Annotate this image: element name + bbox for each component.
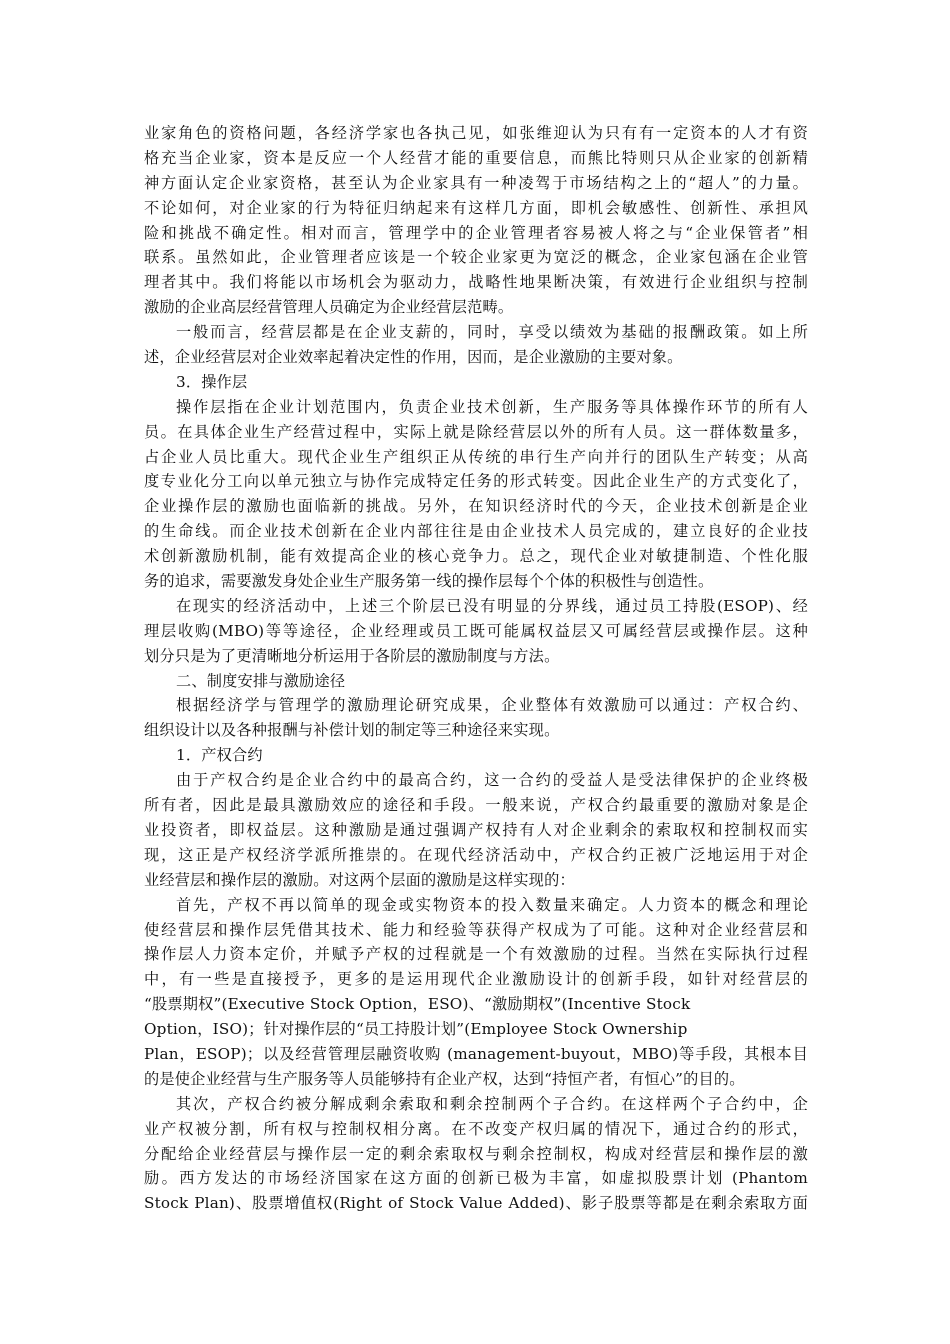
text-line: 励。西方发达的市场经济国家在这方面的创新已极为丰富，如虚拟股票计划 (Phantom xyxy=(144,1169,808,1188)
text-line: 员。在具体企业生产经营过程中，实际上就是除经营层以外的所有人员。这一群体数量多， xyxy=(144,422,808,441)
paragraph-second-residual-rights xyxy=(144,1092,808,1216)
text-line: 的生命线。而企业技术创新在企业内部往往是由企业技术人员完成的，建立良好的企业技 xyxy=(144,522,808,541)
text-line: 格充当企业家，资本是反应一个人经营才能的重要信息，而熊比特则只从企业家的创新精 xyxy=(144,148,808,167)
text-line: 务的追求，需要激发身处企业生产服务第一线的操作层每个个体的积极性与创造性。 xyxy=(144,572,714,591)
text-line: 理者其中。我们将能以市场机会为驱动力，战略性地果断决策，有效进行企业组织与控制 xyxy=(144,273,808,292)
paragraph-layer-boundaries xyxy=(144,594,808,669)
text-line: “股票期权”(Executive Stock Option，ESO)、“激励期权”(Incentive Stock xyxy=(144,995,691,1014)
section-heading-operation-layer: 3．操作层 xyxy=(176,372,248,391)
text-line: Option，ISO)；针对操作层的“员工持股计划”(Employee Stock Ownership xyxy=(144,1020,688,1039)
text-line: 的是使企业经营与生产服务等人员能够持有企业产权，达到“持恒产者，有恒心”的目的。 xyxy=(144,1069,745,1088)
paragraph-entrepreneur-qualification xyxy=(144,121,808,320)
document-page xyxy=(144,121,808,1216)
text-line: 所有者，因此是最具激励效应的途径和手段。一般来说，产权合约最重要的激励对象是企 xyxy=(144,796,808,815)
text-line: 述，企业经营层对企业效率起着决定性的作用，因而，是企业激励的主要对象。 xyxy=(144,348,683,367)
text-line: 业经营层和操作层的激励。对这两个层面的激励是这样实现的： xyxy=(144,870,575,889)
text-line: Plan，ESOP)；以及经营管理层融资收购 (management-buyout，MBO)等手段，其根本目 xyxy=(144,1044,808,1063)
text-line: 企业操作层的激励也面临新的挑战。另外，在知识经济时代的今天，企业技术创新是企业 xyxy=(144,497,808,516)
text-line: 业产权被分割，所有权与控制权相分离。在不改变产权归属的情况下，通过合约的形式， xyxy=(144,1119,808,1138)
text-line: 分配给企业经营层与操作层一定的剩余索取权与剩余控制权，构成对经营层和操作层的激 xyxy=(144,1144,808,1163)
paragraph-incentive-paths xyxy=(144,693,808,743)
text-line: 使经营层和操作层凭借其技术、能力和经验等获得产权成为了可能。这种对企业经营层和 xyxy=(144,920,808,939)
paragraph-operation-layer xyxy=(144,395,808,594)
section-heading-institutional-arrangement: 二、制度安排与激励途径 xyxy=(176,671,346,690)
text-line: 业家角色的资格问题，各经济学家也各执己见，如张维迎认为只有有一定资本的人才有资 xyxy=(144,124,808,142)
text-line: 操作层指在企业计划范围内，负责企业技术创新，生产服务等具体操作环节的所有人 xyxy=(176,397,808,416)
text-line: 险和挑战不确定性。相对而言，管理学中的企业管理者容易被人将之与“企业保管者”相 xyxy=(144,223,808,242)
text-line: 术创新激励机制，能有效提高企业的核心竞争力。总之，现代企业对敏捷制造、个性化服 xyxy=(144,547,808,566)
text-line: Stock Plan)、股票增值权(Right of Stock Value Added)、影子股票等都是在剩余索取方面 xyxy=(144,1194,808,1213)
text-line: 由于产权合约是企业合约中的最高合约，这一合约的受益人是受法律保护的企业终极 xyxy=(176,771,808,790)
paragraph-first-human-capital xyxy=(144,893,808,1092)
text-line: 一般而言，经营层都是在企业支薪的，同时，享受以绩效为基础的报酬政策。如上所 xyxy=(176,323,808,342)
text-line: 激励的企业高层经营管理人员确定为企业经营层范畴。 xyxy=(144,298,514,317)
text-line: 现，这正是产权经济学派所推崇的。在现代经济活动中，产权合约正被广泛地运用于对企 xyxy=(144,845,808,864)
section-heading-property-contract: 1．产权合约 xyxy=(176,746,263,765)
text-line: 在现实的经济活动中，上述三个阶层已没有明显的分界线，通过员工持股(ESOP)、经 xyxy=(176,596,808,615)
text-line: 不论如何，对企业家的行为特征归纳起来有这样几方面，即机会敏感性、创新性、承担风 xyxy=(144,198,808,217)
text-line: 业投资者，即权益层。这种激励是通过强调产权持有人对企业剩余的索取权和控制权而实 xyxy=(144,820,808,839)
text-line: 神方面认定企业家资格，甚至认为企业家具有一种凌驾于市场结构之上的“超人”的力量。 xyxy=(144,173,808,192)
text-line: 操作层人力资本定价，并赋予产权的过程就是一个有效激励的过程。当然在实际执行过程 xyxy=(144,945,808,964)
text-line: 根据经济学与管理学的激励理论研究成果，企业整体有效激励可以通过：产权合约、 xyxy=(176,696,808,715)
text-line: 首先，产权不再以简单的现金或实物资本的投入数量来确定。人力资本的概念和理论 xyxy=(176,895,808,914)
text-line: 度专业化分工向以单元独立与协作完成特定任务的形式转变。因此企业生产的方式变化了， xyxy=(144,472,808,491)
paragraph-management-salary xyxy=(144,320,808,370)
text-line: 划分只是为了更清晰地分析运用于各阶层的激励制度与方法。 xyxy=(144,646,560,665)
text-line: 理层收购(MBO)等等途径，企业经理或员工既可能属权益层又可属经营层或操作层。这种 xyxy=(144,621,808,640)
text-line: 其次，产权合约被分解成剩余索取和剩余控制两个子合约。在这样两个子合约中，企 xyxy=(176,1094,808,1113)
text-line: 占企业人员比重大。现代企业生产组织正从传统的串行生产向并行的团队生产转变；从高 xyxy=(144,447,808,466)
text-line: 联系。虽然如此，企业管理者应该是一个较企业家更为宽泛的概念，企业家包涵在企业管 xyxy=(144,248,808,267)
text-line: 组织设计以及各种报酬与补偿计划的制定等三种途径来实现。 xyxy=(144,721,560,740)
text-line: 中，有一些是直接授予，更多的是运用现代企业激励设计的创新手段，如针对经营层的 xyxy=(144,970,808,989)
paragraph-property-contract xyxy=(144,768,808,892)
